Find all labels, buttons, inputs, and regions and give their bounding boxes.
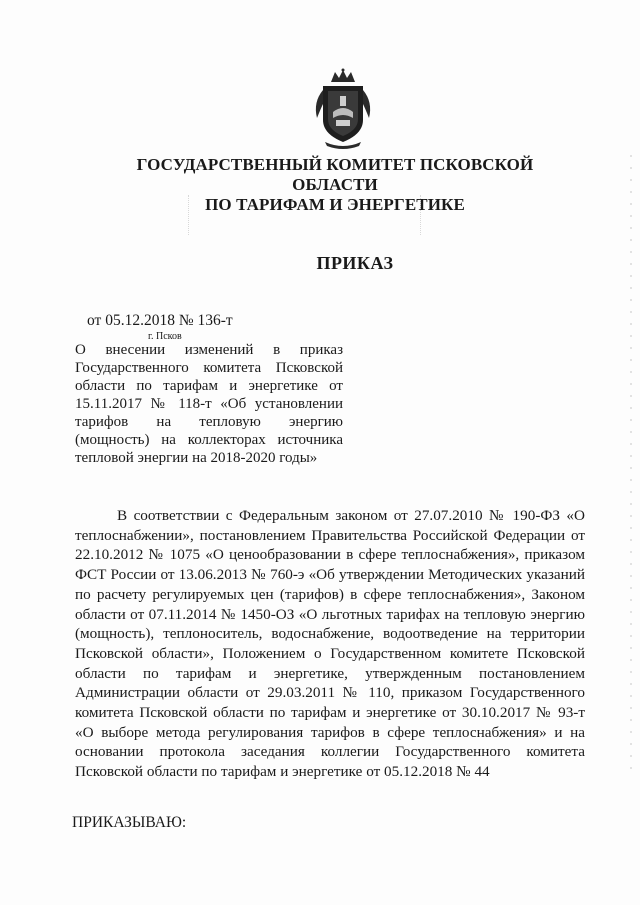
document-city: г. Псков (148, 331, 182, 342)
scan-edge-artifact (628, 150, 634, 770)
coat-of-arms-emblem (309, 68, 377, 150)
organization-header (100, 155, 570, 215)
order-keyword: ПРИКАЗЫВАЮ: (72, 814, 187, 831)
faint-scan-mark (188, 195, 195, 235)
body-paragraph: В соответствии с Федеральным законом от 27.07.2010 № 190-ФЗ «О теплоснабжении», постановлением Правительства Российской Федерации от 22.10.2012 № 1075 «О ценообразовании в сфере теплоснабжения», приказом ФСТ России от 13.06.2013 № 760-э «Об утверждении Методических указаний по расчету регулируемых цен (тарифов) в сфере теплоснабжения», Законом области от 07.11.2014 № 1450-ОЗ «О льготных тарифах на тепловую энергию (мощность), теплоноситель, водоснабжение, водоотведение на территории Псковской области», Положением о Государственном комитете Псковской области по тарифам и энергетике, утвержденным постановлением Администрации области от 29.03.2011 № 110, приказом Государственного комитета Псковской области по тарифам и энергетике от 30.10.2017 № 93-т «О выборе метода регулирования тарифов в сфере теплоснабжения» и на основании протокола заседания коллегии Государственного комитета Псковской области по тарифам и энергетике от 05.12.2018 № 44 (75, 507, 585, 781)
organization-name-line-2: ПО ТАРИФАМ И ЭНЕРГЕТИКЕ (205, 195, 465, 214)
document-date-number: от 05.12.2018 № 136-т (87, 312, 233, 329)
document-subject: О внесении изменений в приказ Государственного комитета Псковской области по тарифам и энергетике от 15.11.2017 № 118-т «Об установлении тарифов на тепловую энергию (мощность) на коллекторах источника тепловой энергии на 2018-2020 годы» (75, 342, 343, 466)
faint-scan-mark (420, 195, 427, 235)
document-type-title: ПРИКАЗ (316, 253, 394, 273)
organization-name-line-1: ГОСУДАРСТВЕННЫЙ КОМИТЕТ ПСКОВСКОЙ ОБЛАСТИ (136, 155, 534, 194)
